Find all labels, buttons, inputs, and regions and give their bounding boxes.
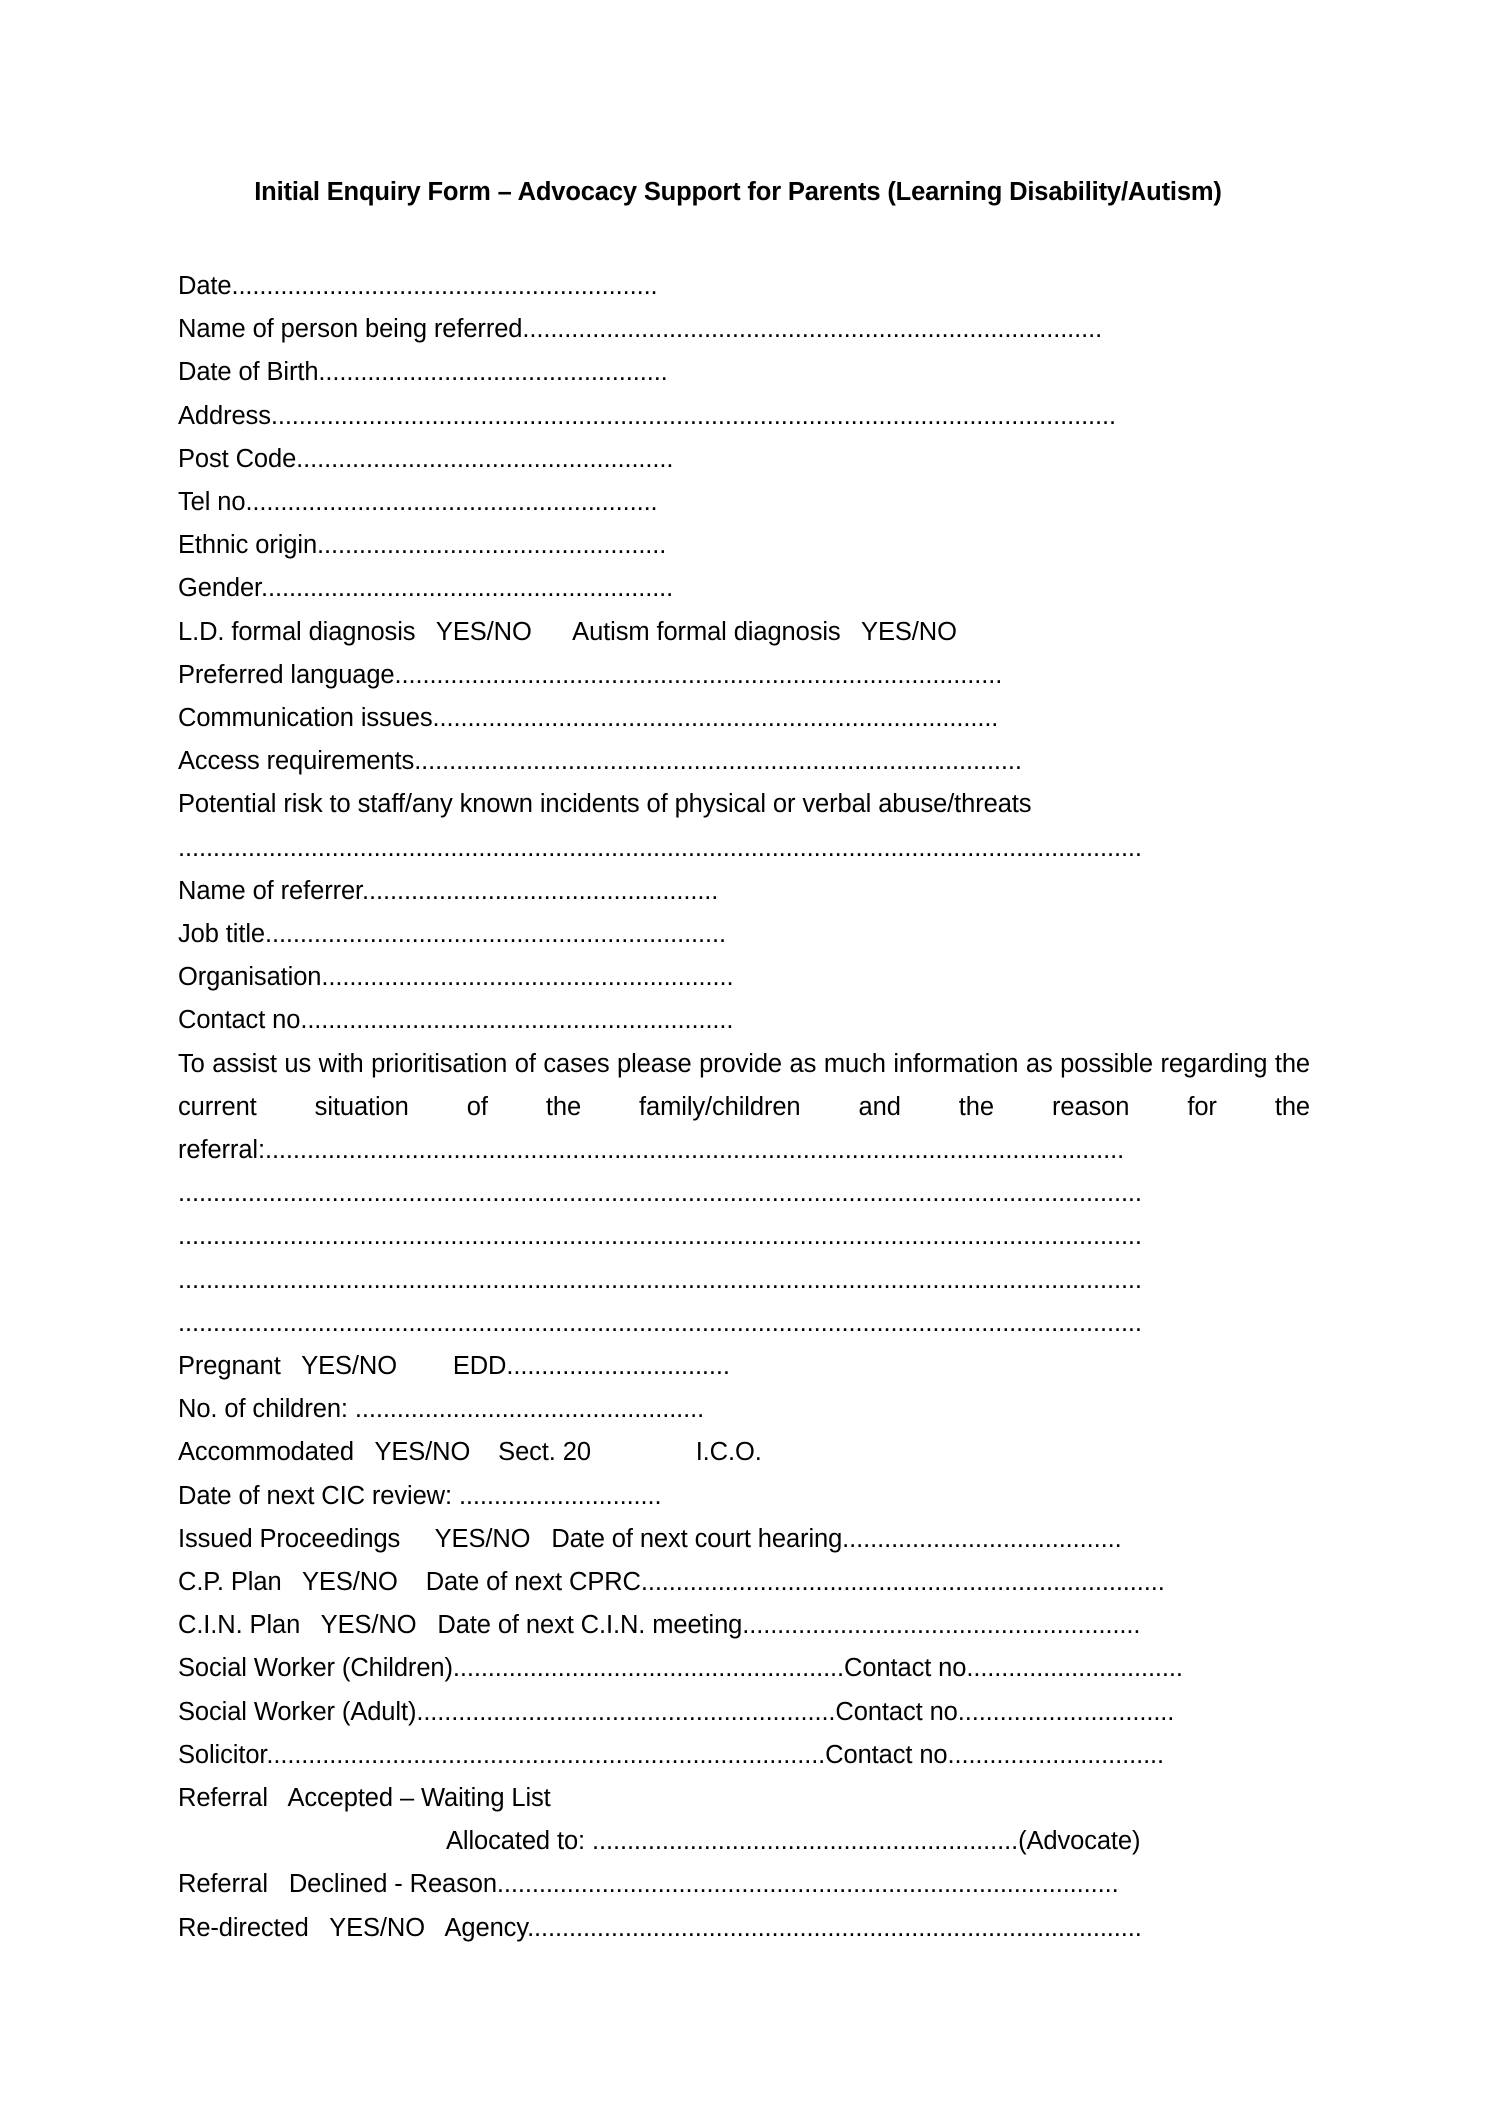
field-organisation[interactable]: Organisation...........................................................	[178, 963, 734, 992]
field-formal-diagnosis[interactable]: L.D. formal diagnosis YES/NO Autism formal diagnosis YES/NO	[178, 617, 957, 646]
field-job-title[interactable]: Job title..................................................................	[178, 920, 726, 949]
field-social-worker-adult[interactable]: Social Worker (Adult)............................................................Contact no...............................	[178, 1697, 1175, 1726]
field-access-requirements[interactable]: Access requirements.......................................................................................	[178, 747, 1022, 776]
field-referral-accepted[interactable]: Referral Accepted – Waiting List	[178, 1784, 551, 1813]
field-cp-plan[interactable]: C.P. Plan YES/NO Date of next CPRC...........................................................................	[178, 1568, 1165, 1597]
field-gender[interactable]: Gender...........................................................	[178, 574, 674, 603]
field-referral-detail-line-1[interactable]: ..........................................................................................................................................	[178, 1179, 1142, 1208]
field-no-of-children[interactable]: No. of children: ..................................................	[178, 1395, 705, 1424]
field-contact-no[interactable]: Contact no..............................................................	[178, 1006, 734, 1035]
field-cin-plan[interactable]: C.I.N. Plan YES/NO Date of next C.I.N. meeting.........................................................	[178, 1611, 1141, 1640]
field-address[interactable]: Address.........................................................................................................................	[178, 401, 1116, 430]
field-referral-declined[interactable]: Referral Declined - Reason.........................................................................................	[178, 1870, 1119, 1899]
field-allocated-to[interactable]: Allocated to: .............................................................(Advocate)	[446, 1827, 1141, 1856]
field-date-of-birth[interactable]: Date of Birth..................................................	[178, 358, 668, 387]
field-communication-issues[interactable]: Communication issues.................................................................................	[178, 704, 999, 733]
field-potential-risk-entry[interactable]: ..........................................................................................................................................	[178, 833, 1142, 862]
field-tel-no[interactable]: Tel no...........................................................	[178, 488, 658, 517]
field-potential-risk-label: Potential risk to staff/any known incidents of physical or verbal abuse/threats	[178, 790, 1032, 819]
field-accommodated[interactable]: Accommodated YES/NO Sect. 20 I.C.O.	[178, 1438, 762, 1467]
field-re-directed[interactable]: Re-directed YES/NO Agency........................................................................................	[178, 1913, 1142, 1942]
form-fields-list	[178, 265, 1317, 1950]
field-solicitor[interactable]: Solicitor................................................................................Contact no...............................	[178, 1740, 1165, 1769]
field-prioritisation-paragraph[interactable]: To assist us with prioritisation of cases please provide as much information as possible regarding the current situation of the family/children and the reason for the referral:...........................................................................................................................	[178, 1049, 1317, 1165]
field-issued-proceedings[interactable]: Issued Proceedings YES/NO Date of next court hearing........................................	[178, 1524, 1122, 1553]
field-ethnic-origin[interactable]: Ethnic origin..................................................	[178, 531, 667, 560]
page-title: Initial Enquiry Form – Advocacy Support for Parents (Learning Disability/Autism)	[254, 178, 1222, 206]
field-date-of-next-cic-review[interactable]: Date of next CIC review: .............................	[178, 1481, 662, 1510]
field-social-worker-children[interactable]: Social Worker (Children)........................................................Contact no...............................	[178, 1654, 1183, 1683]
field-post-code[interactable]: Post Code......................................................	[178, 444, 674, 473]
field-referral-detail-line-3[interactable]: ..........................................................................................................................................	[178, 1265, 1142, 1294]
field-referral-detail-line-4[interactable]: ..........................................................................................................................................	[178, 1308, 1142, 1337]
field-referral-detail-line-2[interactable]: ..........................................................................................................................................	[178, 1222, 1142, 1251]
field-pregnant[interactable]: Pregnant YES/NO EDD................................	[178, 1352, 730, 1380]
field-preferred-language[interactable]: Preferred language.......................................................................................	[178, 660, 1003, 689]
field-name-of-person-referred[interactable]: Name of person being referred...................................................................................	[178, 315, 1103, 344]
field-name-of-referrer[interactable]: Name of referrer...................................................	[178, 876, 719, 905]
field-date[interactable]: Date.............................................................	[178, 272, 658, 300]
